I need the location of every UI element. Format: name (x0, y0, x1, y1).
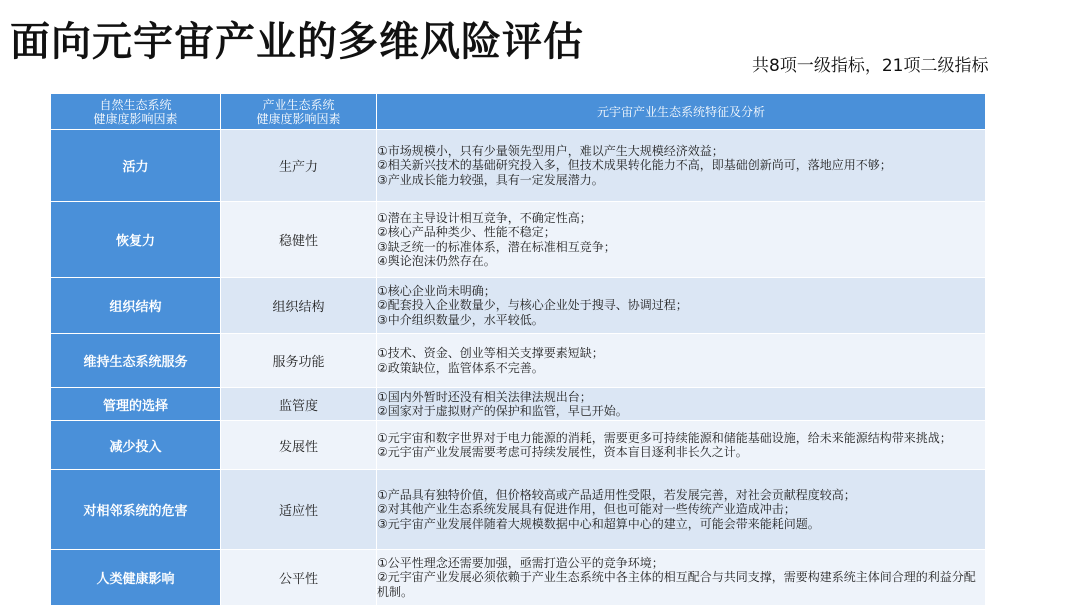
analysis-line: ①技术、资金、创业等相关支撑要素短缺； (377, 346, 604, 360)
natural-factor-cell: 活力 (51, 130, 221, 202)
header-text: 健康度影响因素 (93, 111, 178, 126)
analysis-line: ④舆论泡沫仍然存在。 (377, 254, 496, 268)
industry-factor-cell: 监管度 (221, 388, 377, 421)
analysis-line: ①潜在主导设计相互竞争，不确定性高； (377, 210, 592, 225)
analysis-line: ②核心产品种类少、性能不稳定； (377, 225, 556, 239)
industry-factor-cell: 组织结构 (221, 278, 377, 334)
analysis-line: ②政策缺位，监管体系不完善。 (377, 360, 544, 375)
table-header-row (51, 94, 986, 130)
natural-factor-cell: 管理的选择 (51, 388, 221, 421)
analysis-line: ①公平性理念还需要加强，亟需打造公平的竞争环境； (377, 555, 664, 570)
natural-factor-cell: 恢复力 (51, 202, 221, 278)
analysis-cell (377, 550, 986, 606)
natural-factor-cell: 对相邻系统的危害 (51, 470, 221, 550)
analysis-cell (377, 130, 986, 202)
table-row (51, 470, 986, 550)
natural-factor-cell: 维持生态系统服务 (51, 334, 221, 388)
table-row (51, 278, 986, 334)
page-subtitle: 共8项一级指标，21项二级指标 (752, 56, 989, 76)
analysis-line: ②对其他产业生态系统发展具有促进作用，但也可能对一些传统产业造成冲击； (377, 502, 796, 517)
table-row (51, 130, 986, 202)
natural-factor-cell: 人类健康影响 (51, 550, 221, 606)
header-industry-ecosystem (221, 94, 377, 130)
table-row (51, 550, 986, 606)
analysis-line: ①市场规模小，只有少量领先型用户，难以产生大规模经济效益； (377, 143, 724, 158)
header-text: 自然生态系统 (99, 97, 172, 112)
analysis-line: ②配套投入企业数量少，与核心企业处于搜寻、协调过程； (377, 298, 688, 313)
analysis-line: ①核心企业尚未明确； (377, 283, 496, 298)
analysis-cell (377, 278, 986, 334)
analysis-line: ③缺乏统一的标准体系，潜在标准相互竞争； (377, 239, 616, 254)
table-row (51, 421, 986, 470)
table-row (51, 202, 986, 278)
analysis-line: ②元宇宙产业发展必须依赖于产业生态系统中各主体的相互配合与共同支撑，需要构建系统主体间合理的利益分配机制。 (377, 570, 976, 599)
analysis-line: ②元宇宙产业发展需要考虑可持续发展性，资本盲目逐利非长久之计。 (377, 445, 748, 459)
analysis-cell (377, 470, 986, 550)
header-text: 健康度影响因素 (256, 111, 341, 126)
header-analysis: 元宇宙产业生态系统特征及分析 (377, 94, 986, 130)
industry-factor-cell: 稳健性 (221, 202, 377, 278)
table-row (51, 334, 986, 388)
page-title: 面向元宇宙产业的多维风险评估 (10, 19, 584, 65)
analysis-line: ③中介组织数量少，水平较低。 (377, 312, 544, 327)
evaluation-table (50, 93, 986, 606)
analysis-line: ③元宇宙产业发展伴随着大规模数据中心和超算中心的建立，可能会带来能耗问题。 (377, 516, 820, 531)
industry-factor-cell: 发展性 (221, 421, 377, 470)
natural-factor-cell: 组织结构 (51, 278, 221, 334)
analysis-cell (377, 202, 986, 278)
header-natural-ecosystem (51, 94, 221, 130)
analysis-line: ②国家对于虚拟财产的保护和监管，早已开始。 (377, 404, 628, 418)
analysis-line: ①产品具有独特价值，但价格较高或产品适用性受限，若发展完善，对社会贡献程度较高； (377, 487, 856, 502)
analysis-line: ③产业成长能力较强，具有一定发展潜力。 (377, 172, 604, 187)
analysis-cell (377, 334, 986, 388)
header-text: 产业生态系统 (262, 97, 335, 112)
industry-factor-cell: 生产力 (221, 130, 377, 202)
industry-factor-cell: 适应性 (221, 470, 377, 550)
natural-factor-cell: 减少投入 (51, 421, 221, 470)
analysis-line: ②相关新兴技术的基础研究投入多，但技术成果转化能力不高，即基础创新尚可，落地应用不够； (377, 158, 892, 173)
analysis-line: ①国内外暂时还没有相关法律法规出台； (377, 389, 592, 404)
analysis-line: ①元宇宙和数字世界对于电力能源的消耗，需要更多可持续能源和储能基础设施，给未来能源结构带来挑战； (377, 430, 952, 445)
analysis-cell (377, 421, 986, 470)
table-row (51, 388, 986, 421)
analysis-cell (377, 388, 986, 421)
industry-factor-cell: 服务功能 (221, 334, 377, 388)
industry-factor-cell: 公平性 (221, 550, 377, 606)
